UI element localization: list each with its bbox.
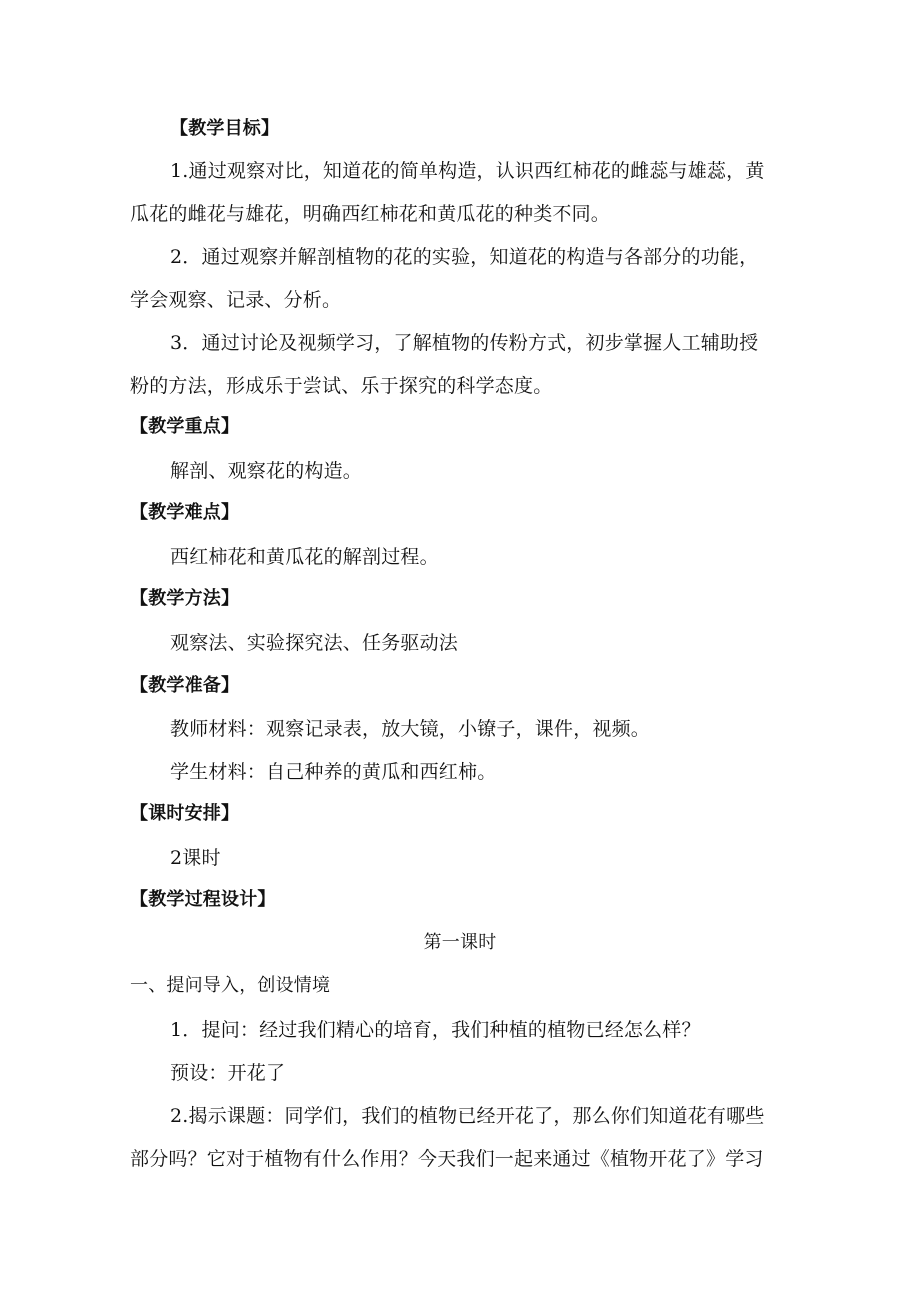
process-heading: 【教学过程设计】 [130, 889, 276, 910]
methods-text: 观察法、实验探究法、任务驱动法 [170, 632, 459, 654]
key-points-text: 解剖、观察花的构造。 [170, 460, 363, 482]
preparation-heading: 【教学准备】 [130, 675, 240, 696]
teacher-materials: 教师材料：观察记录表，放大镜，小镣子，课件，视频。 [170, 718, 651, 740]
objective-1-line-2: 瓜花的雌花与雄花，明确西红柿花和黄瓜花的种类不同。 [130, 203, 611, 225]
objective-3-line-2: 粉的方法，形成乐于尝试、乐于探究的科学态度。 [130, 375, 553, 397]
schedule-heading: 【课时安排】 [130, 803, 240, 824]
difficulties-heading: 【教学难点】 [130, 502, 240, 523]
methods-heading: 【教学方法】 [130, 588, 240, 609]
preset-answer: 预设：开花了 [170, 1062, 286, 1084]
objective-1-line-1: 1.通过观察对比，知道花的简单构造，认识西红柿花的雌蕊与雄蕊，黄 [170, 160, 765, 182]
reveal-topic-line-2: 部分吗？它对于植物有什么作用？今天我们一起来通过《植物开花了》学习 [130, 1148, 764, 1170]
question-1: 1．提问：经过我们精心的培育，我们种植的植物已经怎么样？ [170, 1019, 701, 1041]
student-materials: 学生材料：自己种养的黄瓜和西红柿。 [170, 761, 497, 783]
objective-2-line-1: 2．通过观察并解剖植物的花的实验，知道花的构造与各部分的功能， [170, 246, 759, 268]
objective-2-line-2: 学会观察、记录、分析。 [130, 289, 342, 311]
reveal-topic-line-1: 2.揭示课题：同学们，我们的植物已经开花了，那么你们知道花有哪些 [170, 1105, 765, 1127]
objectives-heading: 【教学目标】 [170, 118, 280, 139]
section-1-title: 一、提问导入，创设情境 [130, 975, 331, 996]
objective-3-line-1: 3．通过讨论及视频学习，了解植物的传粉方式，初步掌握人工辅助授 [170, 332, 759, 354]
difficulties-text: 西红柿花和黄瓜花的解剖过程。 [170, 546, 439, 568]
schedule-text: 2课时 [170, 847, 221, 869]
lesson-title: 第一课时 [423, 932, 497, 953]
key-points-heading: 【教学重点】 [130, 416, 240, 437]
